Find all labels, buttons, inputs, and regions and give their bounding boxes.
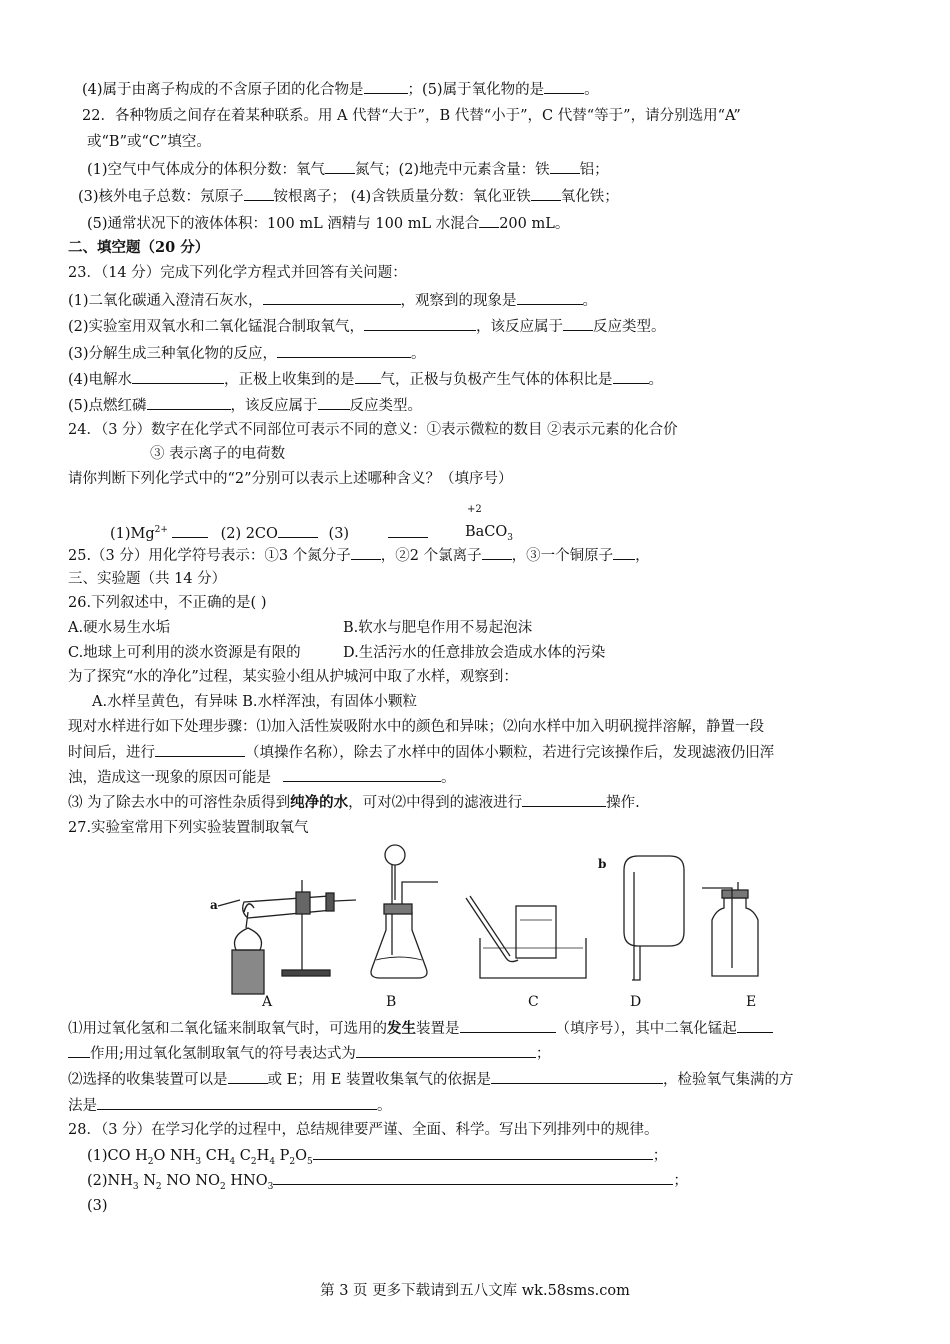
q26-water-intro: 为了探究“水的净化”过程，某实验小组从护城河中取了水样，观察到： <box>68 669 518 685</box>
caption-e: E <box>746 994 757 1010</box>
q26-option-b: B.软水与肥皂作用不易起泡沫 <box>343 620 533 636</box>
q26-option-d: D.生活污水的任意排放会造成水体的污染 <box>343 645 606 661</box>
q27-stem: 27.实验室常用下列实验装置制取氧气 <box>68 820 309 836</box>
formula-part: O <box>295 1148 308 1164</box>
bottle-d <box>624 856 684 946</box>
q27-2-cont: 法是 。 <box>68 1095 392 1116</box>
q26-step3: ⑶ 为了除去水中的可溶性杂质得到纯净的水，可对⑵中得到的滤液进行 操作. <box>68 794 640 811</box>
formula-part: 4 <box>269 1156 276 1167</box>
q24-valence-mark: +2 <box>467 504 482 515</box>
section-2-heading: 二、填空题（20 分） <box>68 239 210 256</box>
label-a: a <box>210 898 218 912</box>
formula-part: CH <box>201 1148 230 1164</box>
q24-items: $(1)Mg^{2+}$ (2) 2CO (3) <box>110 520 428 544</box>
formula-part: 2 <box>155 1181 162 1192</box>
gas-jar-c <box>516 906 556 958</box>
q26-reason: 浊，造成这一现象的原因可能是 。 <box>68 767 456 788</box>
formula-part: 5 <box>307 1156 313 1167</box>
formula-part: 2 <box>250 1156 257 1167</box>
q22-intro: 22．各种物质之间存在着某种联系。用 A 代替“大于”，B 代替“小于”，C 代替“等于”，请分别选用“A” <box>82 108 741 124</box>
q23-4: (4)电解水 ，正极上收集到的是 气，正极与负极产生气体的体积比是 。 <box>68 369 663 390</box>
caption-c: C <box>528 994 539 1010</box>
formula-part: NH <box>170 1148 196 1164</box>
q27-1-cont: 作用;用过氧化氢制取氧气的符号表达式为 ； <box>68 1043 550 1064</box>
q28-3: (3) <box>87 1198 108 1214</box>
formula-part: 3 <box>267 1181 274 1192</box>
q24-baco3: BaCO$_3$ <box>465 524 514 543</box>
formula-part: P <box>275 1148 290 1164</box>
delivery-tube-c <box>466 898 518 962</box>
q26-stem: 26.下列叙述中，不正确的是( ) <box>68 595 267 611</box>
page-footer: 第 3 页 更多下载请到五八文库 wk.58sms.com <box>320 1283 630 1299</box>
trough <box>480 938 586 978</box>
q22-1: (1)空气中气体成分的体积分数：氧气 氮气；(2)地壳中元素含量：铁 铝； <box>87 159 609 180</box>
formula-part: 3 <box>132 1181 139 1192</box>
q22-3: (3)核外电子总数：氖原子 铵根离子； (4)含铁质量分数：氧化亚铁 氧化铁； <box>78 186 619 207</box>
formula-part: 3 <box>195 1156 202 1167</box>
q21-part4: (4)属于由离子构成的不含原子团的化合物是 ；(5)属于氧化物的是 。 <box>82 79 599 100</box>
conical-flask <box>371 912 427 978</box>
q26-option-a: A.硬水易生水垢 <box>68 620 171 636</box>
formula-part: H <box>256 1148 270 1164</box>
q24-intro-3: ③ 表示离子的电荷数 <box>150 446 286 462</box>
formula-part: HNO <box>225 1173 268 1189</box>
q22-5: (5)通常状况下的液体体积：100 mL 酒精与 100 mL 水混合 200 mL。 <box>87 213 569 234</box>
apparatus-a-block <box>232 950 264 994</box>
q26-steps-cont: 时间后，进行 （填操作名称），除去了水样中的固体小颗粒，若进行完该操作后，发现滤液仍旧浑 <box>68 742 774 763</box>
q28-seq1: (1)CO $H_2O$ $NH_3$ $CH_4$ $C_2H_4$ $P_2O_5$ ； <box>87 1145 667 1172</box>
q27-2: ⑵选择的收集装置可以是 或 E；用 E 装置收集氧气的依据是 ，检验氧气集满的方 <box>68 1069 794 1090</box>
section-3-heading: 三、实验题（共 14 分） <box>68 571 227 587</box>
formula-part: (1)CO <box>87 1148 136 1164</box>
q23-heading: 23．（14 分）完成下列化学方程式并回答有关问题： <box>68 265 407 281</box>
q26-option-c: C.地球上可利用的淡水资源是有限的 <box>68 645 301 661</box>
funnel-bulb <box>385 845 405 865</box>
q28-seq2: $(2)NH_3$ $N_2$ NO $NO_2$ $HNO_3$ ； <box>87 1170 688 1197</box>
q23-3: (3)分解生成三种氧化物的反应， 。 <box>68 343 426 364</box>
caption-d: D <box>630 994 642 1010</box>
caption-b: B <box>386 994 397 1010</box>
formula-part: N <box>138 1173 156 1189</box>
q28-stem: 28．（3 分）在学习化学的过程中，总结规律要严谨、全面、科学。写出下列排列中的规律。 <box>68 1122 659 1138</box>
q24-question: 请你判断下列化学式中的“2”分别可以表示上述哪种含义？（填序号） <box>68 471 513 487</box>
q23-2: (2)实验室用双氧水和二氧化锰混合制取氧气， ，该反应属于 反应类型。 <box>68 316 666 337</box>
q25: 25.（3 分）用化学符号表示：①3 个氮分子 ，②2 个氯离子 ，③一个铜原子 ， <box>68 545 650 566</box>
label-b: b <box>598 857 607 871</box>
formula-part: 2 <box>289 1156 296 1167</box>
formula-part: (2)NH <box>87 1173 133 1189</box>
jar-e <box>712 898 758 976</box>
formula-part: NO NO <box>161 1173 221 1189</box>
alcohol-lamp <box>235 928 262 950</box>
q26-steps: 现对水样进行如下处理步骤：⑴加入活性炭吸附水中的颜色和异味；⑵向水样中加入明矾搅拌溶解，静置一段 <box>68 719 764 735</box>
formula-part: O <box>153 1148 171 1164</box>
q22-intro-cont: 或“B”或“C”填空。 <box>87 134 211 150</box>
formula-part: 2 <box>147 1156 154 1167</box>
q24-intro: 24．（3 分）数字在化学式不同部位可表示不同的意义：①表示微粒的数目 ②表示元素的化合价 <box>68 422 678 438</box>
q23-5: (5)点燃红磷 ，该反应属于 反应类型。 <box>68 395 422 416</box>
formula-part: C <box>235 1148 251 1164</box>
q23-1: (1)二氧化碳通入澄清石灰水， ，观察到的现象是 。 <box>68 290 597 311</box>
q27-1: ⑴用过氧化氢和二氧化锰来制取氧气时，可选用的发生装置是 （填序号），其中二氧化锰起 <box>68 1018 773 1039</box>
formula-part: H <box>135 1148 148 1164</box>
caption-a: A <box>262 994 273 1010</box>
formula-part: 2 <box>220 1181 226 1192</box>
formula-part: 4 <box>229 1156 236 1167</box>
q26-observations: A.水样呈黄色，有异味 B.水样浑浊，有固体小颗粒 <box>92 694 417 710</box>
stand-base <box>282 970 330 976</box>
test-tube-a <box>243 896 332 918</box>
